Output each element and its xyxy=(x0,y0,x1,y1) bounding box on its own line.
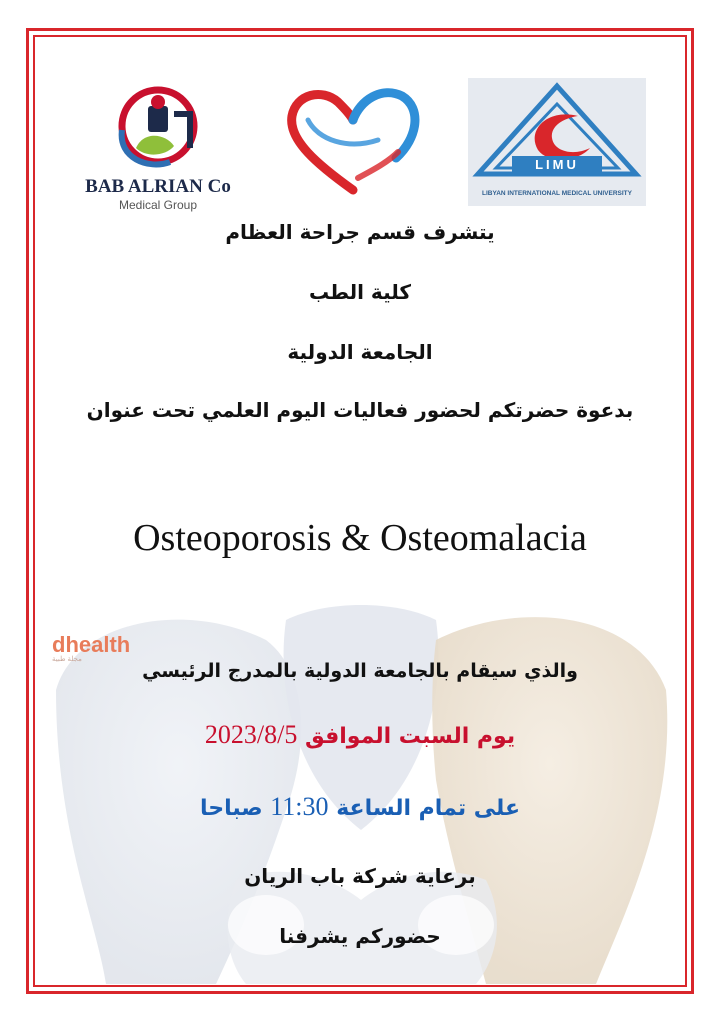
dhealth-brand: dhealth xyxy=(52,632,131,657)
heart-ribbon-icon xyxy=(278,80,428,200)
event-time-prefix: على تمام الساعة xyxy=(336,796,521,821)
bab-alrian-emblem-icon xyxy=(78,78,238,178)
event-date: 2023/8/5 xyxy=(204,720,298,749)
event-sponsor: برعاية شركة باب الريان xyxy=(244,864,476,888)
limu-name: LIMU xyxy=(535,157,579,172)
closing-line: حضوركم يشرفنا xyxy=(279,924,441,948)
invitation-line: بدعوة حضرتكم لحضور فعاليات اليوم العلمي تحت عنوان xyxy=(86,398,634,422)
event-time-line xyxy=(40,792,680,822)
event-venue: والذي سيقام بالجامعة الدولية بالمدرج الرئيسي xyxy=(142,660,578,682)
event-time: 11:30 xyxy=(270,792,329,821)
bab-alrian-name: BAB ALRIAN Co xyxy=(85,176,231,197)
host-faculty: كلية الطب xyxy=(308,280,412,304)
event-title: Osteoporosis & Osteomalacia xyxy=(133,517,587,559)
event-date-line xyxy=(40,720,680,750)
host-department: يتشرف قسم جراحة العظام xyxy=(225,220,495,244)
bab-alrian-subtitle: Medical Group xyxy=(118,198,198,212)
limu-logo xyxy=(468,78,646,206)
bab-alrian-logo xyxy=(78,78,238,212)
event-time-suffix: صباحا xyxy=(199,796,263,821)
limu-full-name: LIBYAN INTERNATIONAL MEDICAL UNIVERSITY xyxy=(482,190,632,197)
event-day: يوم السبت الموافق xyxy=(305,724,516,749)
dhealth-tagline: مجلة طبية xyxy=(52,656,82,663)
dhealth-watermark xyxy=(52,632,130,663)
host-university: الجامعة الدولية xyxy=(287,340,433,364)
